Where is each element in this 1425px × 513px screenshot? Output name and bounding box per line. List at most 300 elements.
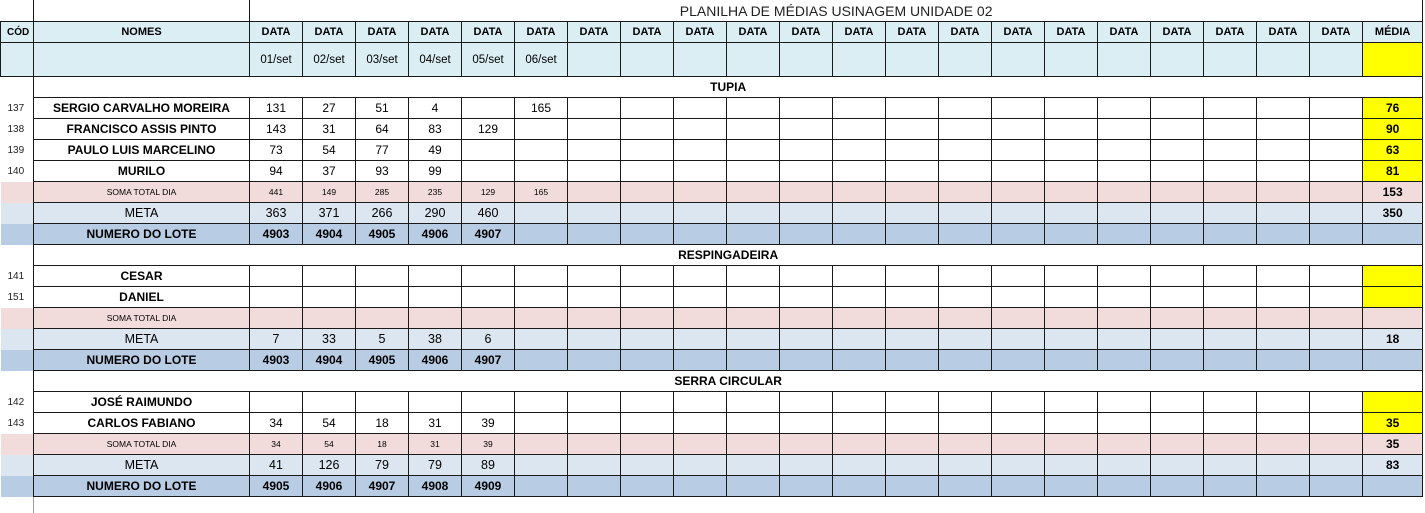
date-value[interactable] bbox=[886, 43, 939, 77]
worker-average[interactable] bbox=[1363, 392, 1423, 413]
value-cell[interactable] bbox=[1151, 287, 1204, 308]
value-cell[interactable] bbox=[1045, 287, 1098, 308]
value-cell[interactable] bbox=[250, 308, 303, 329]
value-cell[interactable] bbox=[621, 203, 674, 224]
value-cell[interactable] bbox=[833, 140, 886, 161]
value-cell[interactable] bbox=[356, 392, 409, 413]
value-cell[interactable] bbox=[1257, 140, 1310, 161]
value-cell[interactable] bbox=[1098, 182, 1151, 203]
value-cell[interactable] bbox=[1151, 308, 1204, 329]
value-cell[interactable]: 54 bbox=[303, 434, 356, 455]
value-cell[interactable] bbox=[621, 161, 674, 182]
date-header[interactable]: DATA bbox=[886, 22, 939, 43]
value-cell[interactable] bbox=[992, 140, 1045, 161]
value-cell[interactable] bbox=[1310, 308, 1363, 329]
value-cell[interactable]: 34 bbox=[250, 413, 303, 434]
meta-label[interactable]: META bbox=[34, 329, 250, 350]
value-cell[interactable]: 18 bbox=[356, 413, 409, 434]
date-value[interactable] bbox=[939, 43, 992, 77]
lote-average[interactable] bbox=[1363, 224, 1423, 245]
value-cell[interactable] bbox=[1257, 161, 1310, 182]
value-cell[interactable] bbox=[1151, 119, 1204, 140]
value-cell[interactable]: 4907 bbox=[462, 350, 515, 371]
value-cell[interactable] bbox=[1098, 287, 1151, 308]
value-cell[interactable] bbox=[992, 413, 1045, 434]
value-cell[interactable] bbox=[1257, 392, 1310, 413]
value-cell[interactable] bbox=[250, 287, 303, 308]
names-header-blank[interactable] bbox=[34, 43, 250, 77]
value-cell[interactable] bbox=[1310, 224, 1363, 245]
value-cell[interactable] bbox=[515, 266, 568, 287]
average-header-highlight[interactable] bbox=[1363, 43, 1423, 77]
value-cell[interactable]: 5 bbox=[356, 329, 409, 350]
worker-name[interactable]: PAULO LUIS MARCELINO bbox=[34, 140, 250, 161]
value-cell[interactable]: 165 bbox=[515, 98, 568, 119]
value-cell[interactable] bbox=[568, 455, 621, 476]
value-cell[interactable] bbox=[568, 266, 621, 287]
value-cell[interactable] bbox=[409, 287, 462, 308]
value-cell[interactable]: 4905 bbox=[356, 350, 409, 371]
value-cell[interactable] bbox=[780, 392, 833, 413]
soma-average[interactable]: 35 bbox=[1363, 434, 1423, 455]
value-cell[interactable]: 49 bbox=[409, 140, 462, 161]
value-cell[interactable] bbox=[621, 287, 674, 308]
date-header[interactable]: DATA bbox=[780, 22, 833, 43]
value-cell[interactable]: 31 bbox=[409, 413, 462, 434]
value-cell[interactable]: 83 bbox=[409, 119, 462, 140]
value-cell[interactable]: 235 bbox=[409, 182, 462, 203]
value-cell[interactable] bbox=[1151, 161, 1204, 182]
value-cell[interactable]: 460 bbox=[462, 203, 515, 224]
worker-name[interactable]: DANIEL bbox=[34, 287, 250, 308]
value-cell[interactable] bbox=[515, 476, 568, 497]
value-cell[interactable] bbox=[462, 287, 515, 308]
value-cell[interactable] bbox=[780, 182, 833, 203]
value-cell[interactable] bbox=[356, 308, 409, 329]
value-cell[interactable] bbox=[780, 329, 833, 350]
value-cell[interactable] bbox=[886, 182, 939, 203]
value-cell[interactable]: 285 bbox=[356, 182, 409, 203]
value-cell[interactable]: 441 bbox=[250, 182, 303, 203]
worker-name[interactable]: FRANCISCO ASSIS PINTO bbox=[34, 119, 250, 140]
value-cell[interactable] bbox=[727, 476, 780, 497]
value-cell[interactable] bbox=[1204, 182, 1257, 203]
value-cell[interactable] bbox=[515, 308, 568, 329]
value-cell[interactable] bbox=[1310, 455, 1363, 476]
value-cell[interactable] bbox=[621, 392, 674, 413]
value-cell[interactable] bbox=[780, 266, 833, 287]
meta-average[interactable]: 83 bbox=[1363, 455, 1423, 476]
value-cell[interactable] bbox=[621, 476, 674, 497]
value-cell[interactable] bbox=[1204, 287, 1257, 308]
value-cell[interactable] bbox=[1204, 350, 1257, 371]
value-cell[interactable]: 38 bbox=[409, 329, 462, 350]
value-cell[interactable] bbox=[621, 98, 674, 119]
value-cell[interactable] bbox=[1257, 476, 1310, 497]
value-cell[interactable] bbox=[1098, 329, 1151, 350]
value-cell[interactable] bbox=[833, 434, 886, 455]
value-cell[interactable]: 4906 bbox=[409, 224, 462, 245]
value-cell[interactable] bbox=[886, 329, 939, 350]
value-cell[interactable] bbox=[1045, 350, 1098, 371]
value-cell[interactable] bbox=[886, 224, 939, 245]
value-cell[interactable] bbox=[1098, 140, 1151, 161]
value-cell[interactable] bbox=[833, 98, 886, 119]
value-cell[interactable] bbox=[1204, 224, 1257, 245]
lote-average[interactable] bbox=[1363, 476, 1423, 497]
value-cell[interactable] bbox=[409, 266, 462, 287]
value-cell[interactable] bbox=[1257, 350, 1310, 371]
value-cell[interactable]: 4904 bbox=[303, 224, 356, 245]
value-cell[interactable] bbox=[1151, 224, 1204, 245]
value-cell[interactable] bbox=[1310, 287, 1363, 308]
value-cell[interactable] bbox=[833, 350, 886, 371]
value-cell[interactable] bbox=[1310, 434, 1363, 455]
value-cell[interactable] bbox=[1257, 266, 1310, 287]
date-header[interactable]: DATA bbox=[833, 22, 886, 43]
value-cell[interactable] bbox=[515, 434, 568, 455]
value-cell[interactable] bbox=[462, 161, 515, 182]
value-cell[interactable] bbox=[992, 476, 1045, 497]
value-cell[interactable] bbox=[780, 161, 833, 182]
date-value[interactable] bbox=[621, 43, 674, 77]
date-header[interactable]: DATA bbox=[621, 22, 674, 43]
value-cell[interactable] bbox=[939, 476, 992, 497]
value-cell[interactable] bbox=[886, 455, 939, 476]
value-cell[interactable] bbox=[886, 98, 939, 119]
value-cell[interactable] bbox=[674, 476, 727, 497]
value-cell[interactable] bbox=[621, 308, 674, 329]
value-cell[interactable]: 4907 bbox=[356, 476, 409, 497]
value-cell[interactable] bbox=[992, 329, 1045, 350]
value-cell[interactable] bbox=[568, 98, 621, 119]
date-header[interactable]: DATA bbox=[356, 22, 409, 43]
value-cell[interactable]: 165 bbox=[515, 182, 568, 203]
value-cell[interactable] bbox=[621, 455, 674, 476]
value-cell[interactable] bbox=[1045, 434, 1098, 455]
value-cell[interactable] bbox=[1204, 434, 1257, 455]
value-cell[interactable] bbox=[1098, 98, 1151, 119]
date-value[interactable] bbox=[674, 43, 727, 77]
value-cell[interactable]: 4905 bbox=[356, 224, 409, 245]
value-cell[interactable] bbox=[886, 119, 939, 140]
value-cell[interactable] bbox=[1310, 203, 1363, 224]
value-cell[interactable] bbox=[1204, 329, 1257, 350]
value-cell[interactable] bbox=[780, 476, 833, 497]
value-cell[interactable] bbox=[886, 476, 939, 497]
value-cell[interactable] bbox=[1310, 98, 1363, 119]
date-value[interactable] bbox=[1310, 43, 1363, 77]
value-cell[interactable] bbox=[1151, 329, 1204, 350]
value-cell[interactable] bbox=[727, 455, 780, 476]
value-cell[interactable]: 64 bbox=[356, 119, 409, 140]
value-cell[interactable] bbox=[515, 224, 568, 245]
date-header[interactable]: DATA bbox=[1098, 22, 1151, 43]
value-cell[interactable] bbox=[1045, 413, 1098, 434]
value-cell[interactable] bbox=[992, 266, 1045, 287]
value-cell[interactable] bbox=[780, 224, 833, 245]
date-value[interactable]: 01/set bbox=[250, 43, 303, 77]
date-value[interactable] bbox=[992, 43, 1045, 77]
value-cell[interactable] bbox=[1151, 413, 1204, 434]
date-value[interactable]: 06/set bbox=[515, 43, 568, 77]
value-cell[interactable]: 4907 bbox=[462, 224, 515, 245]
worker-average[interactable]: 90 bbox=[1363, 119, 1423, 140]
value-cell[interactable] bbox=[1151, 98, 1204, 119]
value-cell[interactable] bbox=[1257, 308, 1310, 329]
section-title[interactable]: SERRA CIRCULAR bbox=[34, 371, 1423, 392]
value-cell[interactable] bbox=[1257, 329, 1310, 350]
value-cell[interactable] bbox=[1098, 203, 1151, 224]
value-cell[interactable] bbox=[1204, 476, 1257, 497]
meta-average[interactable]: 18 bbox=[1363, 329, 1423, 350]
value-cell[interactable] bbox=[780, 413, 833, 434]
value-cell[interactable] bbox=[992, 224, 1045, 245]
value-cell[interactable]: 371 bbox=[303, 203, 356, 224]
value-cell[interactable] bbox=[515, 455, 568, 476]
value-cell[interactable] bbox=[727, 203, 780, 224]
value-cell[interactable] bbox=[1151, 476, 1204, 497]
worker-average[interactable]: 35 bbox=[1363, 413, 1423, 434]
value-cell[interactable] bbox=[303, 392, 356, 413]
value-cell[interactable]: 33 bbox=[303, 329, 356, 350]
value-cell[interactable] bbox=[1151, 182, 1204, 203]
value-cell[interactable] bbox=[568, 329, 621, 350]
value-cell[interactable] bbox=[939, 182, 992, 203]
value-cell[interactable] bbox=[833, 455, 886, 476]
value-cell[interactable] bbox=[621, 350, 674, 371]
value-cell[interactable] bbox=[939, 266, 992, 287]
date-value[interactable]: 04/set bbox=[409, 43, 462, 77]
value-cell[interactable] bbox=[780, 119, 833, 140]
value-cell[interactable] bbox=[621, 329, 674, 350]
value-cell[interactable] bbox=[1098, 119, 1151, 140]
value-cell[interactable] bbox=[303, 308, 356, 329]
value-cell[interactable]: 34 bbox=[250, 434, 303, 455]
value-cell[interactable] bbox=[515, 350, 568, 371]
value-cell[interactable] bbox=[515, 140, 568, 161]
value-cell[interactable] bbox=[939, 203, 992, 224]
lote-label[interactable]: NUMERO DO LOTE bbox=[34, 476, 250, 497]
value-cell[interactable] bbox=[992, 98, 1045, 119]
value-cell[interactable] bbox=[356, 287, 409, 308]
date-value[interactable] bbox=[727, 43, 780, 77]
date-value[interactable] bbox=[1257, 43, 1310, 77]
value-cell[interactable] bbox=[568, 434, 621, 455]
value-cell[interactable] bbox=[462, 392, 515, 413]
value-cell[interactable] bbox=[1045, 98, 1098, 119]
date-header[interactable]: DATA bbox=[1151, 22, 1204, 43]
value-cell[interactable] bbox=[992, 182, 1045, 203]
value-cell[interactable] bbox=[1204, 140, 1257, 161]
value-cell[interactable] bbox=[727, 350, 780, 371]
value-cell[interactable] bbox=[250, 266, 303, 287]
value-cell[interactable] bbox=[462, 266, 515, 287]
value-cell[interactable]: 73 bbox=[250, 140, 303, 161]
value-cell[interactable] bbox=[674, 98, 727, 119]
value-cell[interactable] bbox=[515, 161, 568, 182]
value-cell[interactable] bbox=[992, 287, 1045, 308]
value-cell[interactable] bbox=[833, 287, 886, 308]
date-header[interactable]: DATA bbox=[727, 22, 780, 43]
value-cell[interactable] bbox=[1098, 350, 1151, 371]
value-cell[interactable] bbox=[621, 119, 674, 140]
value-cell[interactable] bbox=[1098, 266, 1151, 287]
value-cell[interactable] bbox=[939, 392, 992, 413]
lote-average[interactable] bbox=[1363, 350, 1423, 371]
value-cell[interactable] bbox=[727, 434, 780, 455]
value-cell[interactable] bbox=[1257, 224, 1310, 245]
value-cell[interactable] bbox=[992, 203, 1045, 224]
lote-label[interactable]: NUMERO DO LOTE bbox=[34, 350, 250, 371]
value-cell[interactable] bbox=[568, 182, 621, 203]
value-cell[interactable] bbox=[1151, 203, 1204, 224]
worker-name[interactable]: CESAR bbox=[34, 266, 250, 287]
value-cell[interactable] bbox=[886, 413, 939, 434]
value-cell[interactable] bbox=[886, 140, 939, 161]
value-cell[interactable] bbox=[1204, 413, 1257, 434]
value-cell[interactable]: 79 bbox=[356, 455, 409, 476]
value-cell[interactable] bbox=[780, 308, 833, 329]
value-cell[interactable]: 39 bbox=[462, 434, 515, 455]
date-header[interactable]: DATA bbox=[515, 22, 568, 43]
value-cell[interactable] bbox=[568, 476, 621, 497]
date-header[interactable]: DATA bbox=[1045, 22, 1098, 43]
worker-average[interactable] bbox=[1363, 287, 1423, 308]
date-header[interactable]: DATA bbox=[1204, 22, 1257, 43]
value-cell[interactable] bbox=[621, 266, 674, 287]
section-title[interactable]: TUPIA bbox=[34, 77, 1423, 98]
value-cell[interactable]: 129 bbox=[462, 182, 515, 203]
value-cell[interactable] bbox=[780, 434, 833, 455]
soma-average[interactable] bbox=[1363, 308, 1423, 329]
value-cell[interactable]: 4906 bbox=[303, 476, 356, 497]
value-cell[interactable]: 4903 bbox=[250, 350, 303, 371]
date-header[interactable]: DATA bbox=[568, 22, 621, 43]
value-cell[interactable] bbox=[1204, 308, 1257, 329]
worker-cod[interactable]: 143 bbox=[1, 413, 34, 434]
worker-average[interactable]: 81 bbox=[1363, 161, 1423, 182]
value-cell[interactable]: 39 bbox=[462, 413, 515, 434]
value-cell[interactable] bbox=[674, 308, 727, 329]
value-cell[interactable] bbox=[1045, 224, 1098, 245]
date-value[interactable]: 05/set bbox=[462, 43, 515, 77]
value-cell[interactable] bbox=[727, 266, 780, 287]
value-cell[interactable]: 131 bbox=[250, 98, 303, 119]
soma-label[interactable]: SOMA TOTAL DIA bbox=[34, 434, 250, 455]
value-cell[interactable] bbox=[1045, 119, 1098, 140]
value-cell[interactable]: 149 bbox=[303, 182, 356, 203]
date-value[interactable]: 02/set bbox=[303, 43, 356, 77]
value-cell[interactable] bbox=[674, 266, 727, 287]
worker-cod[interactable]: 137 bbox=[1, 98, 34, 119]
value-cell[interactable] bbox=[1151, 392, 1204, 413]
value-cell[interactable]: 27 bbox=[303, 98, 356, 119]
value-cell[interactable] bbox=[833, 224, 886, 245]
value-cell[interactable]: 126 bbox=[303, 455, 356, 476]
soma-label[interactable]: SOMA TOTAL DIA bbox=[34, 182, 250, 203]
value-cell[interactable] bbox=[1257, 434, 1310, 455]
value-cell[interactable] bbox=[939, 308, 992, 329]
value-cell[interactable] bbox=[1045, 140, 1098, 161]
value-cell[interactable] bbox=[1310, 161, 1363, 182]
value-cell[interactable] bbox=[1204, 392, 1257, 413]
value-cell[interactable] bbox=[568, 119, 621, 140]
value-cell[interactable]: 99 bbox=[409, 161, 462, 182]
value-cell[interactable] bbox=[1098, 434, 1151, 455]
cod-header[interactable]: CÓD bbox=[1, 22, 34, 43]
value-cell[interactable] bbox=[727, 182, 780, 203]
value-cell[interactable] bbox=[727, 287, 780, 308]
worker-name[interactable]: CARLOS FABIANO bbox=[34, 413, 250, 434]
value-cell[interactable] bbox=[1151, 455, 1204, 476]
value-cell[interactable] bbox=[833, 182, 886, 203]
value-cell[interactable] bbox=[886, 161, 939, 182]
date-value[interactable] bbox=[833, 43, 886, 77]
value-cell[interactable]: 290 bbox=[409, 203, 462, 224]
value-cell[interactable] bbox=[939, 224, 992, 245]
value-cell[interactable] bbox=[1098, 392, 1151, 413]
date-header[interactable]: DATA bbox=[674, 22, 727, 43]
value-cell[interactable] bbox=[939, 434, 992, 455]
value-cell[interactable] bbox=[939, 350, 992, 371]
value-cell[interactable] bbox=[409, 392, 462, 413]
value-cell[interactable]: 6 bbox=[462, 329, 515, 350]
value-cell[interactable] bbox=[1310, 476, 1363, 497]
value-cell[interactable] bbox=[1098, 161, 1151, 182]
value-cell[interactable] bbox=[674, 182, 727, 203]
date-header[interactable]: DATA bbox=[1310, 22, 1363, 43]
value-cell[interactable]: 143 bbox=[250, 119, 303, 140]
date-value[interactable] bbox=[1045, 43, 1098, 77]
date-header[interactable]: DATA bbox=[462, 22, 515, 43]
value-cell[interactable] bbox=[886, 287, 939, 308]
date-header[interactable]: DATA bbox=[409, 22, 462, 43]
value-cell[interactable] bbox=[568, 392, 621, 413]
value-cell[interactable] bbox=[939, 98, 992, 119]
value-cell[interactable]: 31 bbox=[303, 119, 356, 140]
value-cell[interactable]: 266 bbox=[356, 203, 409, 224]
value-cell[interactable] bbox=[992, 455, 1045, 476]
value-cell[interactable] bbox=[1257, 203, 1310, 224]
value-cell[interactable]: 363 bbox=[250, 203, 303, 224]
value-cell[interactable]: 89 bbox=[462, 455, 515, 476]
value-cell[interactable] bbox=[1310, 266, 1363, 287]
value-cell[interactable]: 4909 bbox=[462, 476, 515, 497]
meta-label[interactable]: META bbox=[34, 203, 250, 224]
value-cell[interactable] bbox=[1045, 203, 1098, 224]
value-cell[interactable] bbox=[992, 350, 1045, 371]
value-cell[interactable] bbox=[568, 413, 621, 434]
value-cell[interactable] bbox=[1310, 182, 1363, 203]
value-cell[interactable] bbox=[568, 287, 621, 308]
value-cell[interactable] bbox=[886, 392, 939, 413]
value-cell[interactable] bbox=[568, 161, 621, 182]
value-cell[interactable] bbox=[1204, 119, 1257, 140]
value-cell[interactable] bbox=[1257, 413, 1310, 434]
value-cell[interactable] bbox=[1045, 455, 1098, 476]
value-cell[interactable] bbox=[992, 392, 1045, 413]
value-cell[interactable] bbox=[515, 329, 568, 350]
value-cell[interactable] bbox=[303, 287, 356, 308]
worker-cod[interactable]: 139 bbox=[1, 140, 34, 161]
soma-average[interactable]: 153 bbox=[1363, 182, 1423, 203]
value-cell[interactable] bbox=[409, 308, 462, 329]
value-cell[interactable] bbox=[621, 140, 674, 161]
value-cell[interactable] bbox=[1257, 119, 1310, 140]
worker-average[interactable]: 76 bbox=[1363, 98, 1423, 119]
value-cell[interactable] bbox=[1257, 455, 1310, 476]
